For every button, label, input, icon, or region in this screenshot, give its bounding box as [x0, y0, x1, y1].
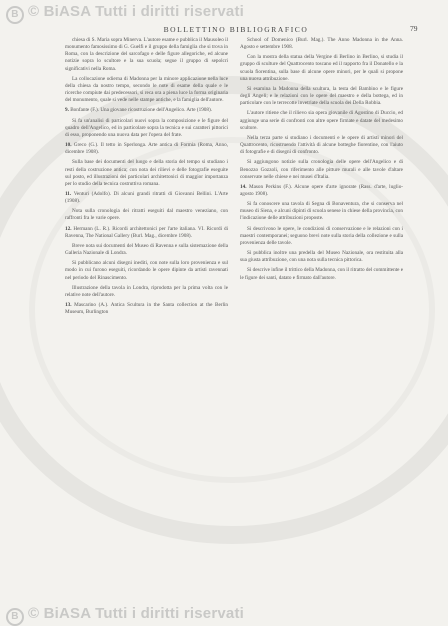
page-number: 79	[410, 24, 418, 33]
bibliography-entry	[65, 159, 228, 188]
entry-text: Mascarino (A.). Antica Scultura in the Santa collection at the Berlin Museum, Burlington	[65, 302, 229, 316]
entry-number: 11.	[65, 190, 72, 197]
right-column	[240, 37, 403, 285]
bibliography-entry	[65, 107, 228, 114]
entry-text: Si descrive infine il trittico della Madonna, con il ritratto del committente e le figure dei santi, datato e firmato dall'autore.	[240, 267, 404, 281]
bibliography-entry	[65, 191, 228, 205]
entry-text: Si aggiungono notizie sulla cronologia delle opere dell'Angelico e di Benozzo Gozzoli, con riferimento alle pitture murali e alle tavole d'altare conservate nelle chiese e nei musei d'Italia.	[240, 159, 403, 180]
biasa-logo-icon: B	[6, 608, 24, 626]
bibliography-entry	[65, 118, 228, 139]
entry-number: 10.	[65, 142, 72, 149]
bibliography-entry	[65, 285, 228, 299]
entry-text: Sulla base dei documenti del luogo e della storia del tempo si studiano i resti della costruzione antica; con nota dei rilievi e delle fotografie eseguite sul posto, ed illustrazioni dei particolari architettonici di maggior importanza per lo studio della tecnica costruttiva romana.	[65, 159, 228, 187]
running-title: BOLLETTINO BIBLIOGRAFICO	[163, 25, 309, 34]
entry-text: Nella terza parte si studiano i documenti e le opere di artisti minori del Quattrocento, ricostruendo l'attività di alcune botteghe fiorentine, con l'aiuto di fotografie e di disegni di confronto.	[240, 134, 403, 156]
entry-text: Nota sulla cronologia dei ritratti eseguiti dal maestro veneziano, con raffronti fra le varie opere.	[65, 208, 228, 222]
bibliography-entry	[65, 302, 228, 316]
bibliography-entry	[240, 110, 403, 131]
entry-text: Hermann (L. R.). Ricordi architettonici per l'arte italiana. VI. Ricordi di Ravenna, The National Gallery (Burl. Mag., dicembre 1908).	[65, 225, 229, 239]
entry-number: 9.	[65, 107, 69, 114]
entry-text: chiesa di S. Maria sopra Minerva. L'autore esame e pubblica il Mausoleo il monumento famosissimo di G. Guelfi e il gruppo della famiglia che si trova in Roma, con la descrizione del sarcofago e delle figure allegoriche, ed alcune notizie sopra lo scultore e la sua scuola; segue il gruppo di sepolcri significativi nella Roma.	[65, 37, 228, 72]
left-column	[65, 37, 228, 319]
entry-text: Si fa un'analisi di particolari nuovi sopra la composizione e le figure del quadro dell'Angelico, ed in particolare sopra la tecnica e sui caratteri pittorici di esso, proponendo una nuova data per l'opera del frate.	[65, 117, 228, 138]
entry-text: Bonfante (F.). Una giovane ricostruzione dell'Angelico. Arte (1908).	[70, 107, 213, 114]
bibliography-entry	[240, 54, 403, 83]
bibliography-entry	[240, 250, 403, 264]
biasa-logo-icon: B	[6, 6, 24, 24]
entry-text: Illustrazione della tavola in Londra, riprodotta per la prima volta con le relative note dell'autore.	[65, 284, 228, 298]
entry-text: La collocazione odierna di Madonna per la minore applicazione nella luce della chiesa da nostro tempo, secondo le note di esame della quale e le ricerche compiute dai predecessori, si reca ora a piena luce la forma originaria del monumento, quale si vede nelle stampe antiche, e la famiglia dell'autore.	[65, 75, 228, 104]
watermark-bottom-text: © BiASA Tutti i diritti riservati	[28, 605, 245, 622]
watermark-top-text: © BiASA Tutti i diritti riservati	[28, 3, 245, 20]
bibliography-entry	[65, 142, 228, 156]
entry-text: School of Domenico (Burl. Mag.). The Anno Madonna in the Anna. Agosto e settembre 1908.	[240, 37, 403, 51]
bibliography-entry	[65, 260, 228, 281]
entry-number: 14.	[240, 183, 247, 190]
entry-text: Venturi (Adolfo). Di alcuni grandi ritratti di Giovanni Bellini. L'Arte (1908).	[65, 190, 228, 205]
entry-text: L'autore ritiene che il rilievo sia opera giovanile di Agostino di Duccio, ed aggiunge una serie di confronti con altre opere firmate e datate del medesimo scultore.	[240, 110, 403, 131]
bibliography-entry	[240, 37, 403, 51]
entry-text: Mason Perkins (F.). Alcune opere d'arte ignorate (Rass. d'arte, luglio-agosto 1908).	[240, 183, 404, 197]
watermark-top	[6, 3, 244, 24]
bibliography-entry	[240, 184, 403, 198]
entry-text: Greco (G.). Il tetto in Sperlonga. Arte antica di Formia (Roma, Anno, dicembre 1908).	[65, 142, 228, 156]
bibliography-entry	[240, 135, 403, 156]
entry-text: Con la mostra della statua della Vergine di Berlino in Berlino, si studia il gruppo di sculture del Quattrocento toscano ed il rapporto fra il Donatello e la scuola fiorentina, sulla base di alcune opere minori, per le quali si propone una nuova attribuzione.	[240, 54, 403, 82]
entry-text: Si pubblicano alcuni disegni inediti, con note sulla loro provenienza e sul modo in cui furono eseguiti, ricordando le opere dipinte da artisti ravennati nel periodo del Rinascimento.	[65, 260, 228, 281]
bibliography-entry	[65, 243, 228, 257]
bibliography-entry	[240, 201, 403, 222]
entry-text: Breve nota sui documenti del Museo di Ravenna e sulla sistemazione della Galleria Nazionale di Londra.	[65, 242, 228, 257]
bibliography-entry	[65, 76, 228, 105]
entry-text: Si pubblica inoltre una predella del Museo Nazionale, ora restituita alla sua giusta attribuzione, con una nota sulla tecnica pittorica.	[240, 250, 403, 264]
bibliography-entry	[240, 226, 403, 247]
entry-text: Si descrivono le opere, le condizioni di conservazione e le relazioni con i maestri contemporanei; seguono brevi note sulla storia della collezione e sulla provenienza delle tavole.	[240, 225, 403, 246]
watermark-bottom	[6, 605, 244, 626]
bibliography-entry	[240, 267, 403, 281]
entry-text: Si fa conoscere una tavola di Segna di Bonaventura, che si conserva nel museo di Siena, e alcuni dipinti di scuola senese in chiese della provincia, con l'indicazione delle attribuzioni proposte.	[240, 201, 403, 222]
bibliography-entry	[240, 159, 403, 180]
bibliography-entry	[65, 208, 228, 222]
entry-text: Si esamina la Madonna della scultura, la testa del Bambino e le figure degli Angeli; e le relazioni con le opere del maestro e della bottega, ed in particolare con le terrecotte invetriate della scuola dei Della Robbia.	[240, 85, 403, 107]
bibliography-entry	[65, 226, 228, 240]
bibliography-entry	[65, 37, 228, 73]
entry-number: 12.	[65, 225, 72, 232]
bibliography-entry	[240, 86, 403, 107]
entry-number: 13.	[65, 302, 72, 308]
